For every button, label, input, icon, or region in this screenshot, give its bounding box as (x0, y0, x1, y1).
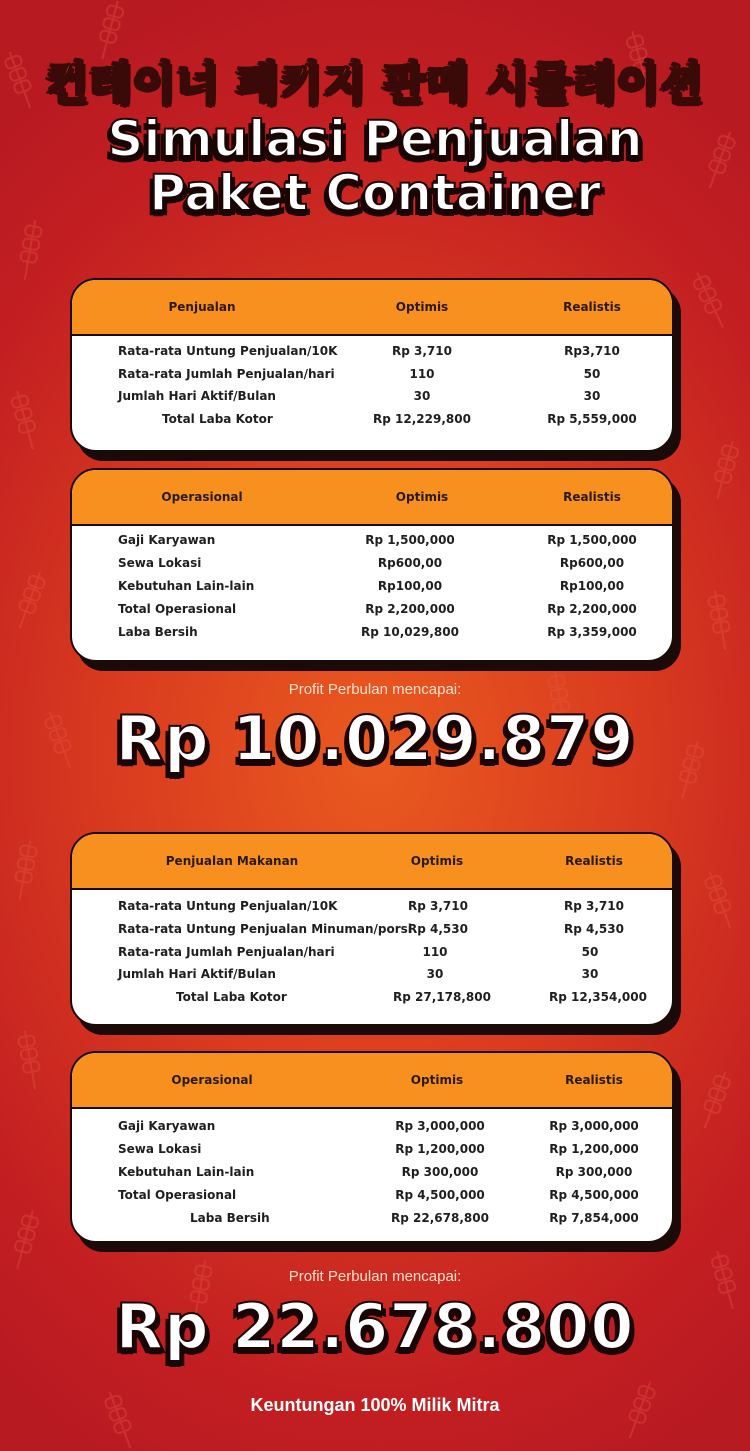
row-realistis: 50 (583, 367, 601, 381)
header-realistis: Realistis (565, 854, 623, 868)
row-label: Laba Bersih (190, 1211, 270, 1225)
row-optimis: Rp 3,710 (408, 899, 468, 913)
table-row (72, 530, 672, 550)
profit-value-1: Rp 10.029.879 (115, 702, 635, 775)
footer-text: Keuntungan 100% Milik Mitra (250, 1395, 500, 1415)
row-optimis: Rp 1,500,000 (365, 533, 455, 547)
row-optimis: Rp 10,029,800 (361, 625, 459, 639)
row-optimis: Rp 27,178,800 (393, 990, 491, 1004)
header-category: Operasional (161, 490, 243, 504)
table-row (72, 386, 672, 406)
row-optimis: Rp 4,530 (408, 922, 468, 936)
row-realistis: Rp 4,500,000 (549, 1188, 639, 1202)
row-optimis: Rp600,00 (377, 556, 443, 570)
row-realistis: Rp 1,200,000 (549, 1142, 639, 1156)
table-row (72, 942, 672, 962)
row-optimis: Rp100,00 (377, 579, 443, 593)
row-label: Jumlah Hari Aktif/Bulan (118, 389, 276, 403)
row-label: Sewa Lokasi (118, 1142, 202, 1156)
table-header (72, 1053, 672, 1109)
sales-table (70, 278, 674, 452)
row-label: Rata-rata Untung Penjualan/10K (118, 899, 338, 913)
row-realistis: Rp 4,530 (564, 922, 624, 936)
row-label: Total Operasional (118, 602, 237, 616)
row-realistis: Rp3,710 (564, 344, 620, 358)
row-optimis: Rp 12,229,800 (373, 412, 471, 426)
row-realistis: Rp 3,359,000 (547, 625, 637, 639)
operational-table (70, 468, 674, 662)
row-label: Sewa Lokasi (118, 556, 202, 570)
table-row (72, 987, 672, 1007)
header-optimis: Optimis (410, 1073, 464, 1087)
row-label: Total Laba Kotor (176, 990, 287, 1004)
profit-caption-2: Profit Perbulan mencapai: (288, 1268, 462, 1285)
table-row (72, 1185, 672, 1205)
header-realistis: Realistis (565, 1073, 623, 1087)
row-optimis: Rp 3,710 (392, 344, 452, 358)
table-row (72, 576, 672, 596)
table-row (72, 1162, 672, 1182)
header-category: Penjualan Makanan (165, 854, 299, 868)
food-sales-table (70, 832, 674, 1026)
row-optimis: Rp 1,200,000 (395, 1142, 485, 1156)
header-optimis: Optimis (410, 854, 464, 868)
table-header (72, 834, 672, 890)
table-row (72, 553, 672, 573)
row-label: Laba Bersih (118, 625, 198, 639)
row-label: Total Laba Kotor (162, 412, 273, 426)
profit-caption-1: Profit Perbulan mencapai: (288, 681, 462, 698)
korean-title: 컨테이너 패키지 판매 시뮬레이션 (45, 57, 704, 108)
header-realistis: Realistis (563, 300, 621, 314)
row-label: Gaji Karyawan (118, 533, 216, 547)
row-label: Jumlah Hari Aktif/Bulan (118, 967, 276, 981)
header-category: Penjualan (168, 300, 236, 314)
row-realistis: 50 (581, 945, 599, 959)
row-label: Rata-rata Jumlah Penjualan/hari (118, 367, 335, 381)
row-optimis: Rp 2,200,000 (365, 602, 455, 616)
row-label: Total Operasional (118, 1188, 237, 1202)
table-row (72, 341, 672, 361)
operational-table-2 (70, 1051, 674, 1243)
header-realistis: Realistis (563, 490, 621, 504)
row-realistis: Rp100,00 (559, 579, 625, 593)
header-optimis: Optimis (395, 490, 449, 504)
row-realistis: Rp 2,200,000 (547, 602, 637, 616)
main-title-line1: Simulasi Penjualan (107, 110, 643, 168)
row-realistis: Rp 1,500,000 (547, 533, 637, 547)
table-row (72, 622, 672, 642)
table-row (72, 964, 672, 984)
row-label: Rata-rata Jumlah Penjualan/hari (118, 945, 335, 959)
row-realistis: 30 (583, 389, 601, 403)
row-optimis: Rp 300,000 (401, 1165, 479, 1179)
row-label: Rata-rata Untung Penjualan/10K (118, 344, 338, 358)
row-label: Rata-rata Untung Penjualan Minuman/porsi (118, 922, 412, 936)
row-realistis: Rp 7,854,000 (549, 1211, 639, 1225)
row-label: Kebutuhan Lain-lain (118, 1165, 255, 1179)
row-realistis: Rp 3,710 (564, 899, 624, 913)
row-label: Kebutuhan Lain-lain (118, 579, 255, 593)
row-realistis: 30 (581, 967, 599, 981)
row-optimis: 110 (422, 945, 448, 959)
table-header (72, 280, 672, 336)
row-realistis: Rp 12,354,000 (549, 990, 647, 1004)
row-optimis: 30 (413, 389, 431, 403)
row-optimis: 110 (409, 367, 435, 381)
table-row (72, 599, 672, 619)
table-row (72, 364, 672, 384)
row-label: Gaji Karyawan (118, 1119, 216, 1133)
row-realistis: Rp 300,000 (555, 1165, 633, 1179)
table-row (72, 896, 672, 916)
row-optimis: Rp 3,000,000 (395, 1119, 485, 1133)
table-header (72, 470, 672, 526)
main-title-line2: Paket Container (149, 164, 601, 222)
row-optimis: Rp 22,678,800 (391, 1211, 489, 1225)
profit-value-2: Rp 22.678.800 (115, 1290, 635, 1363)
table-row (72, 1139, 672, 1159)
header-optimis: Optimis (395, 300, 449, 314)
row-realistis: Rp600,00 (559, 556, 625, 570)
table-row (72, 1208, 672, 1228)
row-optimis: Rp 4,500,000 (395, 1188, 485, 1202)
table-row (72, 409, 672, 429)
table-row (72, 1116, 672, 1136)
header-category: Operasional (171, 1073, 253, 1087)
table-row (72, 919, 672, 939)
row-realistis: Rp 3,000,000 (549, 1119, 639, 1133)
row-realistis: Rp 5,559,000 (547, 412, 637, 426)
row-optimis: 30 (426, 967, 444, 981)
